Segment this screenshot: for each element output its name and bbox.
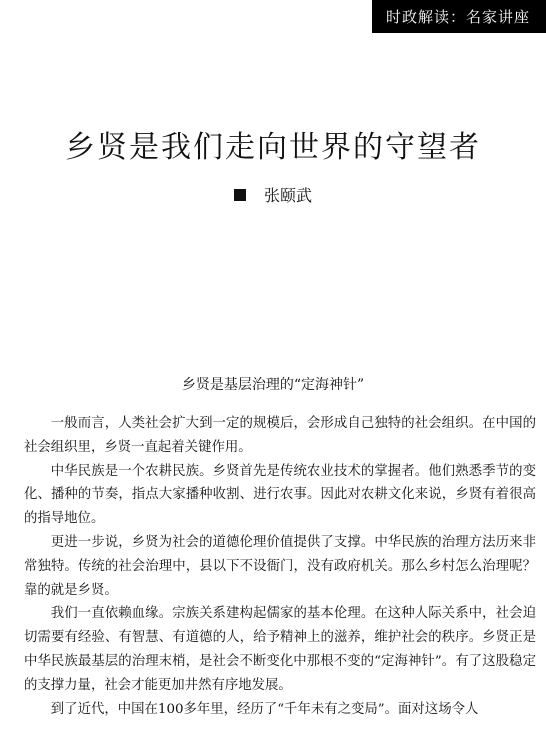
column-label: 时政解读：名家讲座 [372,0,546,33]
byline [0,183,546,206]
paragraph: 更进一步说，乡贤为社会的道德伦理价值提供了支撑。中华民族的治理方法历来非常独特。传统的社会治理中，县以下不设衙门，没有政府机关。那么乡村怎么治理呢？靠的就是乡贤。 [24,534,536,598]
article-title: 乡贤是我们走向世界的守望者 [65,130,481,165]
paragraph: 到了近代，中国在100多年里，经历了“千年未有之变局”。面对这场令人 [50,701,479,717]
paragraph: 一般而言，人类社会扩大到一定的规模后，会形成自己独特的社会组织。在中国的社会组织里，乡贤一直起着关键作用。 [24,416,536,455]
section-heading: 乡贤是基层治理的“定海神针” [181,377,365,393]
paragraph: 中华民族是一个农耕民族。乡贤首先是传统农业技术的掌握者。他们熟悉季节的变化、播种的节奏，指点大家播种收割、进行农事。因此对农耕文化来说，乡贤有着很高的指导地位。 [24,463,536,527]
paragraph: 我们一直依赖血缘。宗族关系建构起儒家的基本伦理。在这种人际关系中，社会迫切需要有经验、有智慧、有道德的人，给予精神上的滋养，维护社会的秩序。乡贤正是中华民族最基层的治理末梢，是社会不断变化中那根不变的“定海神针”。有了这股稳定的支撑力量，社会才能更加井然有序地发展。 [24,606,536,693]
byline-square-icon [234,189,246,201]
article-body [24,412,536,721]
author-name: 张颐武 [263,186,312,205]
